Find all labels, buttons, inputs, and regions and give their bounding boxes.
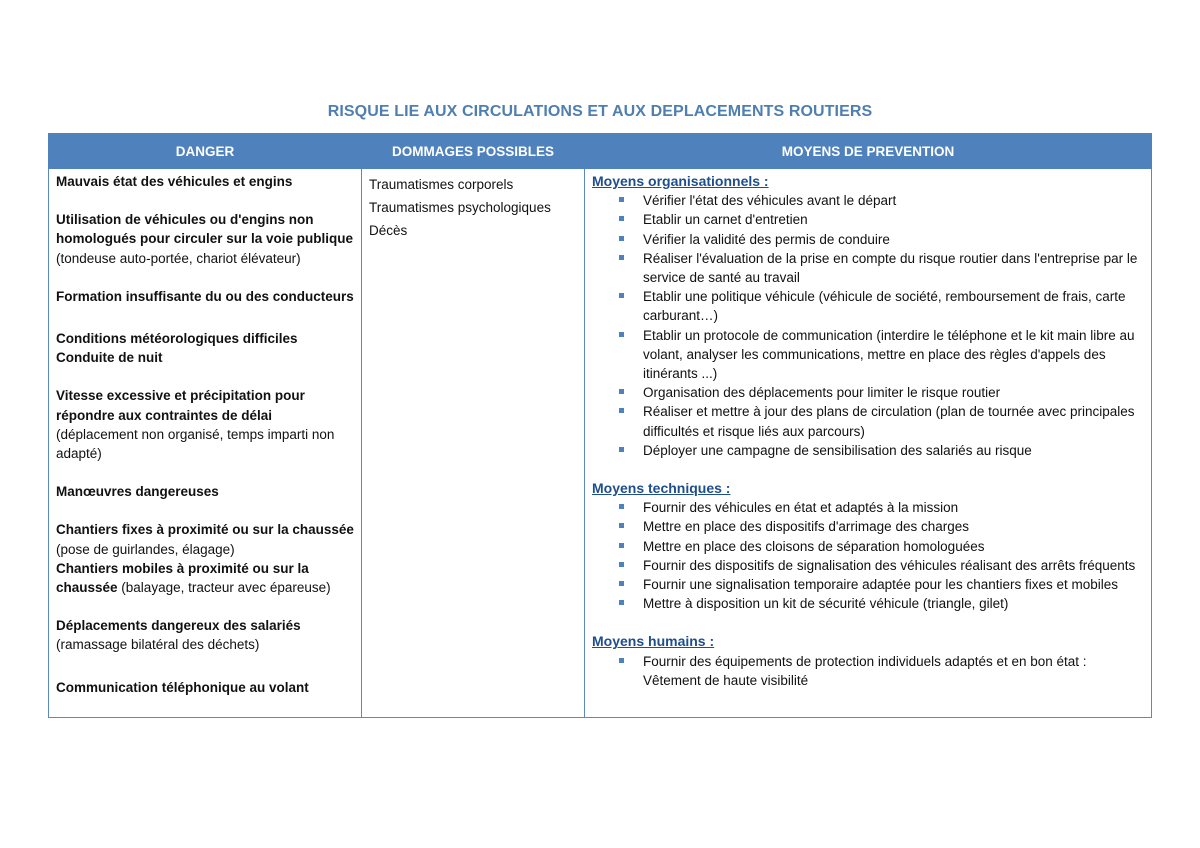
dommage-item: Décès xyxy=(369,223,408,239)
danger-item xyxy=(56,386,355,463)
danger-detail: (balayage, tracteur avec épareuse) xyxy=(117,580,331,596)
danger-item xyxy=(56,172,355,191)
danger-label: Déplacements dangereux des salariés xyxy=(56,618,301,634)
square-bullet-icon xyxy=(619,504,624,509)
list-item xyxy=(592,441,1141,460)
square-bullet-icon xyxy=(619,332,624,337)
danger-cell xyxy=(49,169,362,718)
square-bullet-icon xyxy=(619,562,624,567)
square-bullet-icon xyxy=(619,523,624,528)
section-heading-techniques: Moyens techniques : xyxy=(592,480,731,497)
danger-item xyxy=(56,482,355,501)
list-item-text: Fournir des véhicules en état et adaptés à la mission xyxy=(643,500,959,516)
header-dommages: DOMMAGES POSSIBLES xyxy=(362,134,585,169)
danger-item xyxy=(56,678,355,697)
prevention-list-humains xyxy=(592,652,1141,690)
header-moyens: MOYENS DE PREVENTION xyxy=(585,134,1152,169)
square-bullet-icon xyxy=(619,600,624,605)
list-item xyxy=(592,537,1141,556)
section-heading-organisationnels: Moyens organisationnels : xyxy=(592,173,769,189)
danger-item xyxy=(56,520,355,558)
list-item-text: Réaliser et mettre à jour des plans de circulation (plan de tournée avec principales difficultés et risque liés aux parcours) xyxy=(643,404,1135,439)
list-item-text: Etablir un protocole de communication (interdire le téléphone et le kit main libre au volant, analyser les communications, mettre en place des règles d'appels des itinérants ...) xyxy=(643,327,1135,382)
list-item xyxy=(592,575,1141,594)
square-bullet-icon xyxy=(619,447,624,452)
list-item xyxy=(592,249,1141,287)
square-bullet-icon xyxy=(619,658,624,663)
list-item xyxy=(592,210,1141,229)
danger-detail: (pose de guirlandes, élagage) xyxy=(56,541,235,557)
list-item xyxy=(592,402,1141,440)
square-bullet-icon xyxy=(619,581,624,586)
list-item-text: Etablir une politique véhicule (véhicule de société, remboursement de frais, carte carburant…) xyxy=(643,289,1126,324)
list-item-text: Fournir des dispositifs de signalisation des véhicules réalisant des arrêts fréquents xyxy=(643,557,1136,573)
danger-detail: (tondeuse auto-portée, chariot élévateur) xyxy=(56,250,301,266)
danger-label: Conduite de nuit xyxy=(56,350,163,366)
list-item-text: Organisation des déplacements pour limiter le risque routier xyxy=(643,385,1001,401)
list-item xyxy=(592,652,1141,690)
square-bullet-icon xyxy=(619,389,624,394)
danger-item xyxy=(56,616,355,654)
list-item xyxy=(592,517,1141,536)
list-item-text: Mettre en place des dispositifs d'arrimage des charges xyxy=(643,519,969,535)
danger-item xyxy=(56,348,355,367)
table-row xyxy=(49,169,1152,718)
list-item-text: Mettre à disposition un kit de sécurité véhicule (triangle, gilet) xyxy=(643,596,1009,612)
danger-label: Formation insuffisante du ou des conducteurs xyxy=(56,288,354,304)
square-bullet-icon xyxy=(619,197,624,202)
list-item-text: Déployer une campagne de sensibilisation des salariés au risque xyxy=(643,442,1032,458)
list-item xyxy=(592,191,1141,210)
danger-item xyxy=(56,559,355,597)
dommage-item: Traumatismes psychologiques xyxy=(369,200,551,216)
danger-detail: (ramassage bilatéral des déchets) xyxy=(56,637,260,653)
dommage-item: Traumatismes corporels xyxy=(369,177,514,192)
list-item-text: Fournir une signalisation temporaire adaptée pour les chantiers fixes et mobiles xyxy=(643,577,1119,593)
table-header-row xyxy=(49,134,1152,169)
danger-label: Conditions météorologiques difficiles xyxy=(56,331,298,347)
square-bullet-icon xyxy=(619,236,624,241)
risk-table xyxy=(48,133,1152,718)
danger-label: Vitesse excessive et précipitation pour répondre aux contraintes de délai xyxy=(56,388,305,423)
square-bullet-icon xyxy=(619,216,624,221)
prevention-cell xyxy=(585,169,1152,718)
list-item xyxy=(592,383,1141,402)
square-bullet-icon xyxy=(619,543,624,548)
list-item-text: Mettre en place des cloisons de séparation homologuées xyxy=(643,538,985,554)
section-heading-humains: Moyens humains : xyxy=(592,633,715,650)
list-item-text: Vérifier l'état des véhicules avant le départ xyxy=(643,193,897,209)
danger-detail: (déplacement non organisé, temps imparti non adapté) xyxy=(56,426,335,462)
list-item-text: Vérifier la validité des permis de conduire xyxy=(643,231,890,247)
list-item xyxy=(592,326,1141,384)
dommages-cell xyxy=(362,169,585,718)
header-danger: DANGER xyxy=(49,134,362,169)
list-item-text: Réaliser l'évaluation de la prise en compte du risque routier dans l'entreprise par le service de santé au travail xyxy=(643,250,1138,286)
danger-item xyxy=(56,329,355,348)
page-title: RISQUE LIE AUX CIRCULATIONS ET AUX DEPLACEMENTS ROUTIERS xyxy=(327,103,873,120)
danger-item xyxy=(56,287,355,306)
prevention-list-techniques xyxy=(592,498,1141,613)
danger-label: Communication téléphonique au volant xyxy=(56,679,309,695)
square-bullet-icon xyxy=(619,255,624,260)
danger-label: Mauvais état des véhicules et engins xyxy=(56,174,293,189)
list-item xyxy=(592,287,1141,325)
list-item xyxy=(592,498,1141,517)
list-item xyxy=(592,230,1141,249)
square-bullet-icon xyxy=(619,408,624,413)
list-item xyxy=(592,556,1141,575)
prevention-list-organisationnels xyxy=(592,191,1141,460)
list-item-text: Fournir des équipements de protection individuels adaptés et en bon état : Vêtement de haute visibilité xyxy=(643,653,1087,688)
danger-label: Chantiers mobiles à proximité ou sur la chaussée xyxy=(56,560,309,596)
danger-label: Manœuvres dangereuses xyxy=(56,484,219,500)
danger-item xyxy=(56,210,355,268)
danger-label: Utilisation de véhicules ou d'engins non homologués pour circuler sur la voie publique xyxy=(56,212,354,247)
list-item-text: Etablir un carnet d'entretien xyxy=(643,212,808,228)
list-item xyxy=(592,594,1141,613)
danger-label: Chantiers fixes à proximité ou sur la chaussée xyxy=(56,522,354,538)
square-bullet-icon xyxy=(619,293,624,298)
